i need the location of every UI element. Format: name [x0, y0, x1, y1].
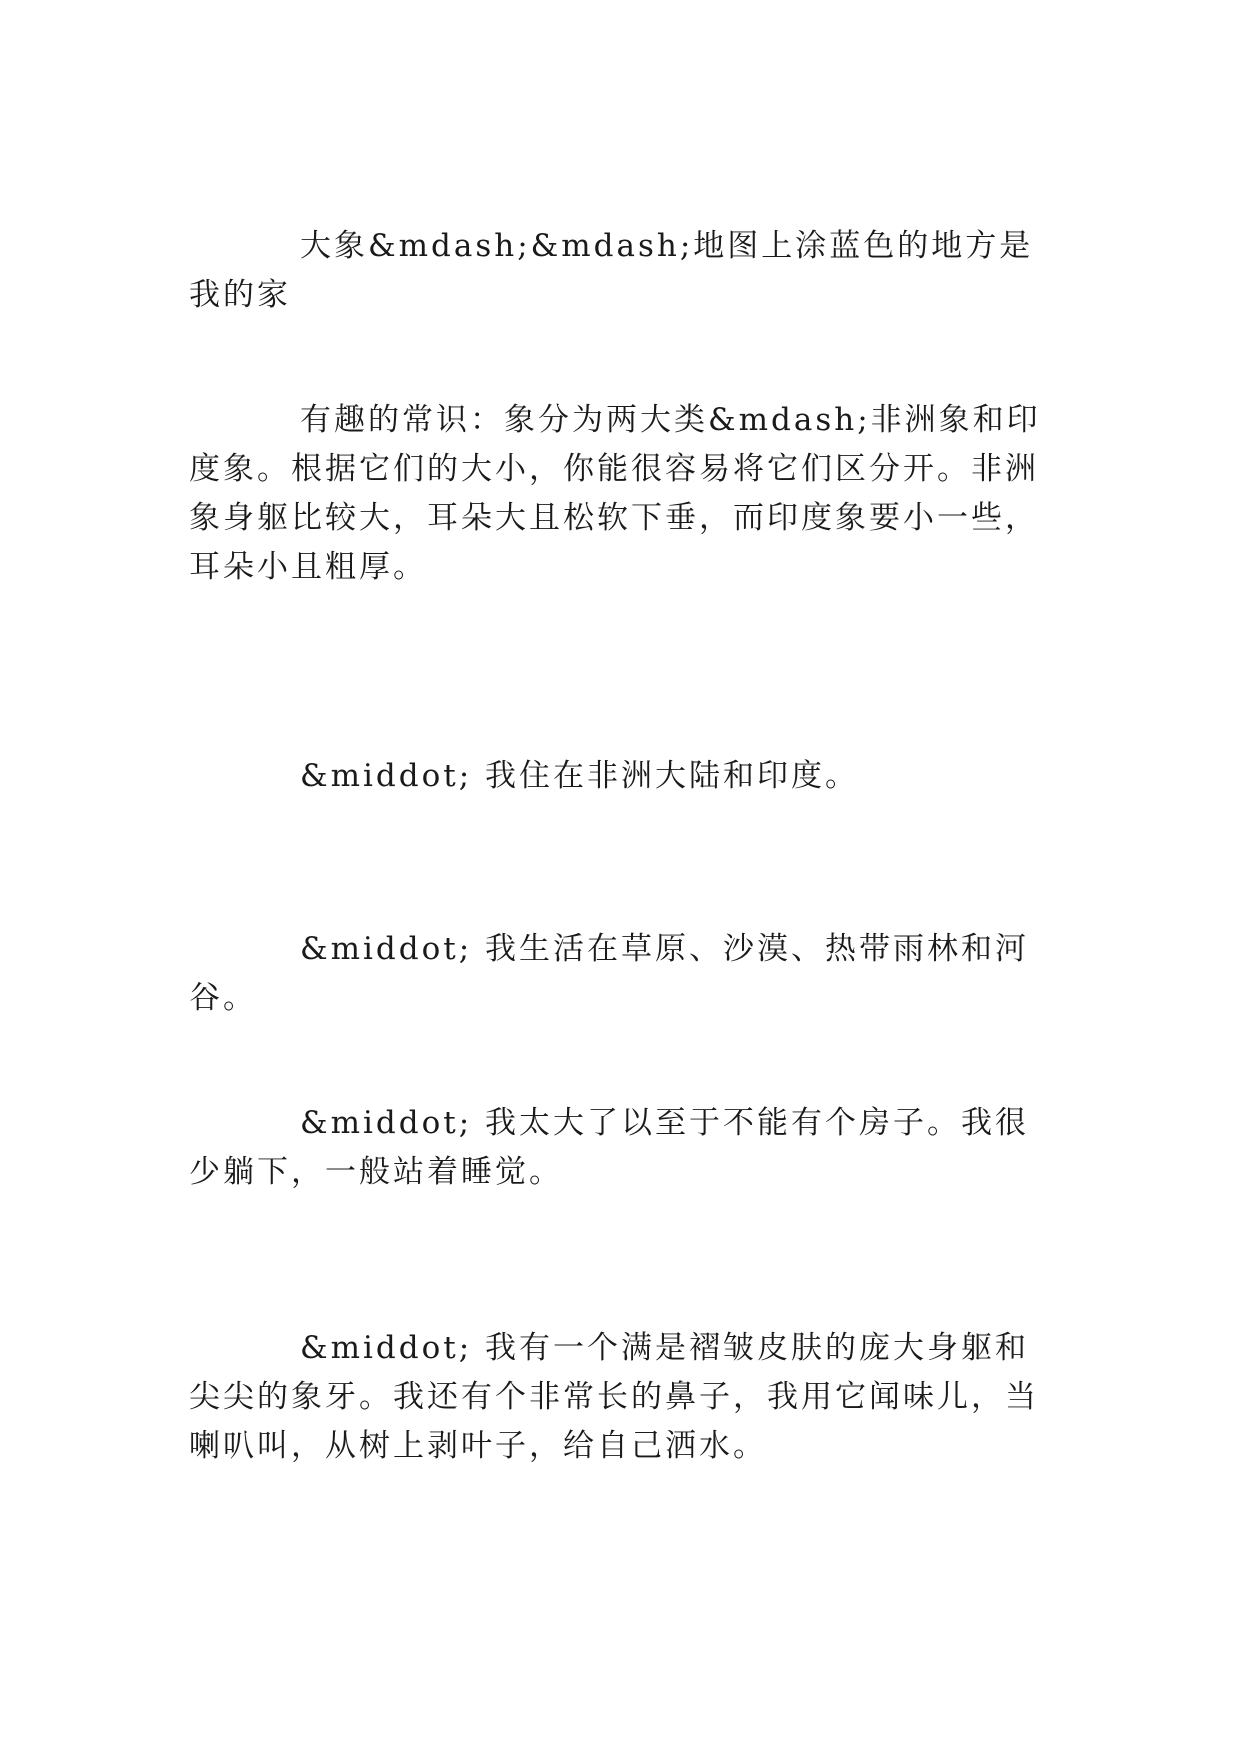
bullet-paragraph-environment: &middot; 我生活在草原、沙漠、热带雨林和河谷。 — [189, 931, 1030, 1016]
bullet-paragraph-habitat-region: &middot; 我住在非洲大陆和印度。 — [300, 758, 860, 794]
intro-paragraph: 有趣的常识：象分为两大类&mdash;非洲象和印度象。根据它们的大小，你能很容易将它们区分开。非洲象身躯比较大，耳朵大且松软下垂，而印度象要小一些，耳朵小且粗厚。 — [189, 402, 1041, 585]
document-title: 大象&mdash;&mdash;地图上涂蓝色的地方是我的家 — [189, 228, 1034, 313]
bullet-paragraph-body: &middot; 我有一个满是褶皱皮肤的庞大身躯和尖尖的象牙。我还有个非常长的鼻子，我用它闻味儿，当喇叭叫，从树上剥叶子，给自己洒水。 — [189, 1330, 1039, 1464]
bullet-paragraph-sleeping: &middot; 我太大了以至于不能有个房子。我很少躺下，一般站着睡觉。 — [189, 1105, 1030, 1190]
